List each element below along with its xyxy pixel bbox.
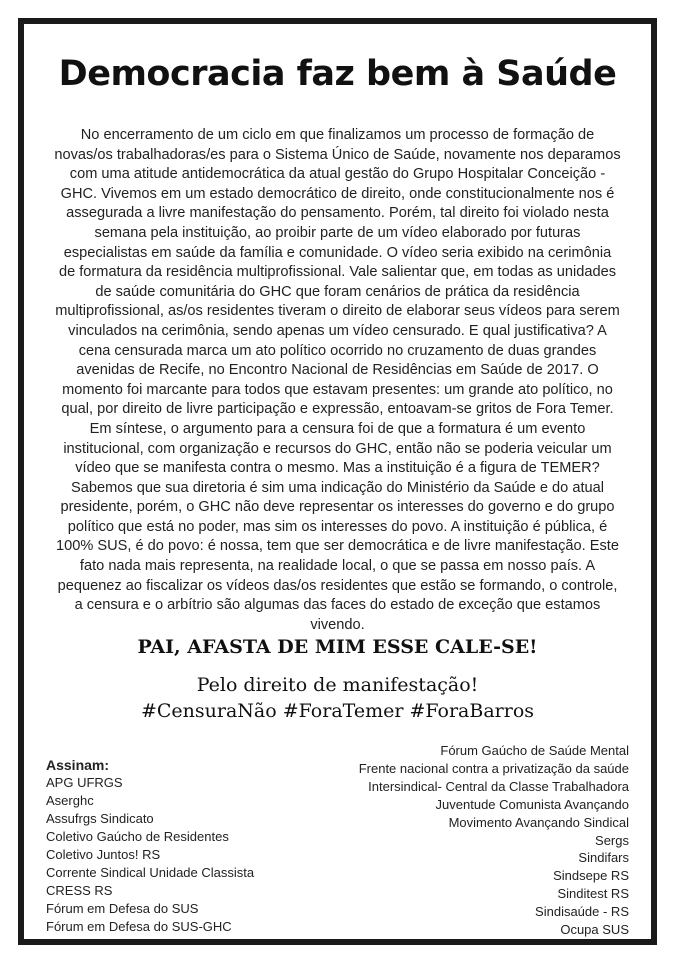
signer-item: Sinditest RS — [557, 886, 629, 902]
signer-item: Assufrgs Sindicato — [46, 811, 154, 826]
signer-item: Intersindical- Central da Classe Trabalhadora — [368, 778, 629, 794]
slogan-cale-se: PAI, AFASTA DE MIM ESSE CALE-SE! — [137, 636, 538, 658]
signer-item: Juventude Comunista Avançando — [435, 796, 629, 812]
signer-item: Coletivo Juntos! RS — [46, 847, 161, 862]
signer-item: Fórum em Defesa do SUS-GHC — [46, 919, 232, 934]
slogan-direito: Pelo direito de manifestação! — [196, 674, 479, 696]
signer-item: Movimento Avançando Sindical — [448, 814, 629, 830]
body-paragraph: No encerramento de um ciclo em que finalizamos um processo de formação de novas/os trabalhadoras/es para o Sistema Único de Saúde, novamente nos deparamos com uma atitude antidemocrática da atual gestão do Grupo Hospitalar Conceição - GHC. Vivemos em um estado democrático de direito, onde constitucionalmente nos é assegurada a livre manifestação do pensamento. Porém, tal direito foi violado nesta semana pela instituição, ao proibir parte de um vídeo elaborado por futuras especialistas em saúde da família e comunidade. O vídeo seria exibido na cerimônia de formatura da residência multiprofissional. Vale salientar que, em todas as unidades de saúde comunitária do GHC que foram cenários de prática da residência multiprofissional, as/os residentes tiveram o direito de elaborar seus vídeos para serem vinculados na cerimônia, sendo apenas um vídeo censurado. E qual justificativa? A cena censurada marca um ato político ocorrido no cruzamento de duas grandes avenidas de Recife, no Encontro Nacional de Residências em Saúde de 2017. O momento foi marcante para todos que estavam presentes: um grande ato político, no qual, por direito de livre participação e expressão, entoavam-se gritos de Fora Temer. Em síntese, o argumento para a censura foi de que a formatura é um evento institucional, com organização e recursos do GHC, então não se poderia veicular um vídeo que se manifesta contra o mesmo. Mas a instituição é a figura de TEMER? Sabemos que sua diretoria é sim uma indicação do Ministério da Saúde e do atual presidente, porém, o GHC não deve representar os interesses do governo e do grupo político que está no poder, mas sim os interesses do povo. A instituição é pública, é 100% SUS, é do povo: é nossa, tem que ser democrática e de livre manifestação. Este fato nada mais representa, na realidade local, o que se passa em nosso país. A pequenez ao fiscalizar os vídeos das/os residentes que estão se formando, o controle, a censura e o arbítrio são algumas das faces do estado de exceção que estamos vivendo. — [54, 127, 621, 633]
signer-item: Coletivo Gaúcho de Residentes — [46, 829, 229, 844]
signer-item: Sindisaúde - RS — [535, 904, 629, 920]
signer-item: Fórum em Defesa do SUS — [46, 901, 199, 916]
signer-item: Aserghc — [46, 793, 94, 808]
page-border — [18, 18, 657, 945]
signer-item: Sindsepe RS — [553, 868, 629, 884]
slogan-hashtags: #CensuraNão #ForaTemer #ForaBarros — [140, 700, 535, 722]
signer-item: Frente nacional contra a privatização da saúde — [358, 760, 629, 776]
signers-right-list — [299, 742, 629, 939]
signer-item: Sergs — [595, 832, 629, 848]
signers-heading: Assinam: — [46, 757, 110, 773]
signer-item: APG UFRGS — [46, 775, 123, 790]
signer-item: Corrente Sindical Unidade Classista — [46, 865, 255, 880]
signer-item: Fórum Gaúcho de Saúde Mental — [440, 743, 629, 758]
signer-item: CRESS RS — [46, 883, 113, 898]
document-title: Democracia faz bem à Saúde — [58, 54, 617, 94]
signer-item: Sindifars — [578, 850, 629, 866]
signer-item: Ocupa SUS — [560, 922, 629, 938]
signers-right-column — [299, 742, 629, 939]
